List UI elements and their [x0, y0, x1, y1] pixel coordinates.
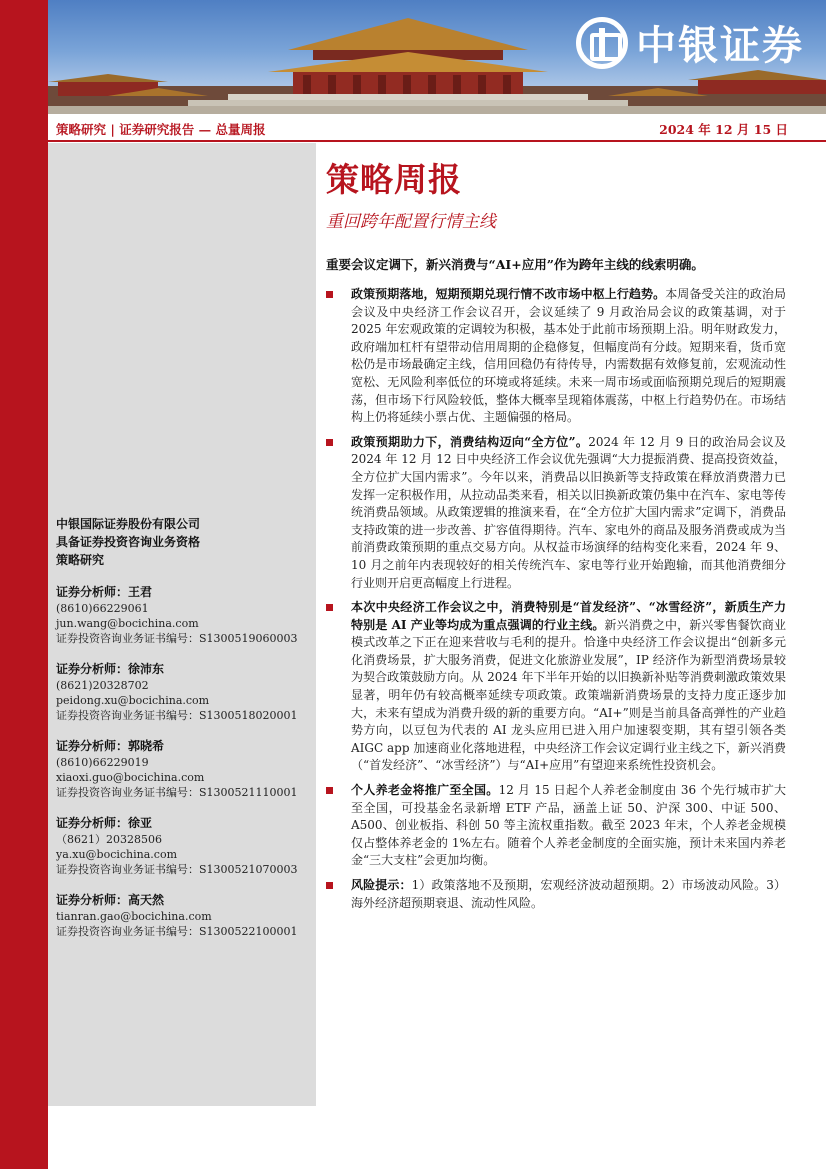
analyst-card	[56, 891, 311, 939]
analyst-email[interactable]: ya.xu@bocichina.com	[56, 848, 178, 861]
analyst-email[interactable]: tianran.gao@bocichina.com	[56, 910, 212, 923]
key-point-body: 12 月 15 日起个人养老金制度由 36 个先行城市扩大至全国，可投基金名录新增 ETF 产品，涵盖上证 50、沪深 300、中证 500、A500、创业板指、科创 50 等主流权重指数。截至 2023 年末，个人养老金规模仅占整体养老金的 1%左右。随着个人养老金制度的全面实施，预计未来国内养老金“三大支柱”会更加均衡。	[351, 783, 786, 868]
analyst-phone: (8621)20328702	[56, 679, 149, 692]
analyst-license: 证券投资咨询业务证书编号：S1300521110001	[56, 786, 298, 799]
report-lead: 重要会议定调下，新兴消费与“AI+应用”作为跨年主线的线索明确。	[326, 257, 704, 272]
brand-name: 中银证券	[636, 23, 804, 69]
brand-logo	[576, 14, 804, 71]
key-point	[326, 599, 786, 775]
square-bullet-icon	[326, 439, 333, 446]
analyst-name: 证券分析师：高天然	[56, 893, 165, 907]
analyst-card	[56, 814, 311, 877]
analyst-name: 证券分析师：王君	[56, 585, 153, 599]
analyst-license: 证券投资咨询业务证书编号：S1300521070003	[56, 863, 298, 876]
analyst-name: 证券分析师：徐亚	[56, 816, 153, 830]
square-bullet-icon	[326, 787, 333, 794]
analyst-email[interactable]: peidong.xu@bocichina.com	[56, 694, 210, 707]
analyst-card	[56, 660, 311, 723]
key-point	[326, 286, 786, 427]
square-bullet-icon	[326, 291, 333, 298]
square-bullet-icon	[326, 604, 333, 611]
analyst-phone: （8621）20328506	[56, 833, 162, 846]
report-subtitle: 重回跨年配置行情主线	[326, 212, 496, 232]
org-name: 中银国际证券股份有限公司	[56, 517, 201, 531]
report-main	[326, 158, 786, 919]
analyst-phone: (8610)66229061	[56, 602, 149, 615]
boc-logo-icon	[576, 17, 628, 69]
key-point	[326, 434, 786, 592]
square-bullet-icon	[326, 882, 333, 889]
report-category: 策略研究 | 证券研究报告 — 总量周报	[56, 122, 266, 137]
analyst-license: 证券投资咨询业务证书编号：S1300522100001	[56, 925, 298, 938]
report-title: 策略周报	[326, 160, 462, 199]
analyst-sidebar	[48, 143, 316, 1106]
analyst-email[interactable]: xiaoxi.guo@bocichina.com	[56, 771, 205, 784]
risk-warning-heading: 风险提示：	[351, 878, 412, 892]
key-point-body: 本周备受关注的政治局会议及中央经济工作会议召开，会议延续了 9 月政治局会议的政策基调，对于 2025 年宏观政策的定调较为积极，基本处于此前市场预期上沿。明年财政发力，政府端加杠杆有望带动信用周期的企稳修复，但幅度尚有分歧。短期来看，货币宽松仍是市场最确定主线，信用回稳仍有待传导，内需数据有效修复前，宏观流动性宽松、无风险利率低位的环境或将延续。未来一周市场或面临预期兑现后的短期震荡，但市场下行风险较低，整体大概率呈现箱体震荡，中枢上行趋势仍在。市场结构上仍将延续小票占优、主题偏强的格局。	[351, 287, 786, 425]
header-banner	[48, 0, 826, 114]
key-point-heading: 个人养老金将推广至全国。	[351, 783, 499, 798]
analyst-phone: (8610)66229019	[56, 756, 149, 769]
key-point-heading: 政策预期落地，短期预期兑现行情不改市场中枢上行趋势。	[351, 287, 666, 301]
analyst-card	[56, 583, 311, 646]
key-point	[326, 782, 786, 870]
risk-warning	[326, 877, 786, 912]
analyst-name: 证券分析师：郭晓希	[56, 739, 165, 753]
org-qualification: 具备证券投资咨询业务资格	[56, 535, 201, 549]
analyst-license: 证券投资咨询业务证书编号：S1300518020001	[56, 709, 298, 722]
risk-warning-body: 1）政策落地不及预期，宏观经济波动超预期。2）市场波动风险。3）海外经济超预期衰退、流动性风险。	[351, 878, 786, 910]
key-points-list	[326, 286, 786, 912]
org-department: 策略研究	[56, 553, 105, 567]
analyst-name: 证券分析师：徐沛东	[56, 662, 165, 676]
key-point-heading: 政策预期助力下，消费结构迈向“全方位”。	[351, 434, 589, 449]
analyst-license: 证券投资咨询业务证书编号：S1300519060003	[56, 632, 298, 645]
analyst-card	[56, 737, 311, 800]
analyst-email[interactable]: jun.wang@bocichina.com	[56, 617, 199, 630]
report-header-bar	[48, 118, 826, 142]
key-point-heading: 本次中央经济工作会议之中，消费特别是“首发经济”、“冰雪经济”，新质生产力特别是 AI 产业等均成为重点强调的行业主线。	[351, 600, 786, 632]
key-point-body: 新兴消费之中，新兴零售餐饮商业模式改革之下正在迎来营收与毛利的提升。恰逢中央经济工作会议提出“创新多元化消费场景，扩大服务消费，促进文化旅游业发展”，IP 经济作为新型消费场景较为契合政策鼓励方向。从 2024 年下半年开始的以旧换新补贴等消费刺激政策效果显著，明年仍有较高概率延续专项政策。政策端新消费场景的支持力度正逐步加大，未来有望成为消费升级的新的重要方向。“AI+”则是当前具备高弹性的产业趋势方向，以豆包为代表的 AI 龙头应用已进入用户加速裂变期，其有望引领各类 AIGC app 加速商业化落地进程，中央经济工作会议定调行业主线之下，新兴消费（“首发经济”、“冰雪经济”）与“AI+应用”有望迎来系统性投资机会。	[351, 617, 786, 773]
left-red-strip	[0, 0, 48, 1169]
key-point-body: 2024 年 12 月 9 日的政治局会议及 2024 年 12 月 12 日中央经济工作会议优先强调“大力提振消费、提高投资效益，全方位扩大国内需求”。今年以来，消费品以旧换新等支持政策在释放消费潜力已发挥一定积极作用，从拉动品类来看，相关以旧换新政策仍集中在汽车、家电等传统消费品领域。从政策逻辑的推演来看，在“全方位扩大国内需求”定调下，消费品支持政策的进一步改善、扩容值得期待。汽车、家电外的商品及服务消费或成为当前消费政策预期的重点交易方向。从权益市场演绎的结构变化来看，2024 年 9、10 月之前年内表现较好的相关传统汽车、家电等行业开始跑输，而其他消费细分行业则开启更高幅度上行进程。	[351, 434, 786, 590]
org-info	[56, 515, 311, 939]
report-date: 2024 年 12 月 15 日	[659, 122, 788, 137]
